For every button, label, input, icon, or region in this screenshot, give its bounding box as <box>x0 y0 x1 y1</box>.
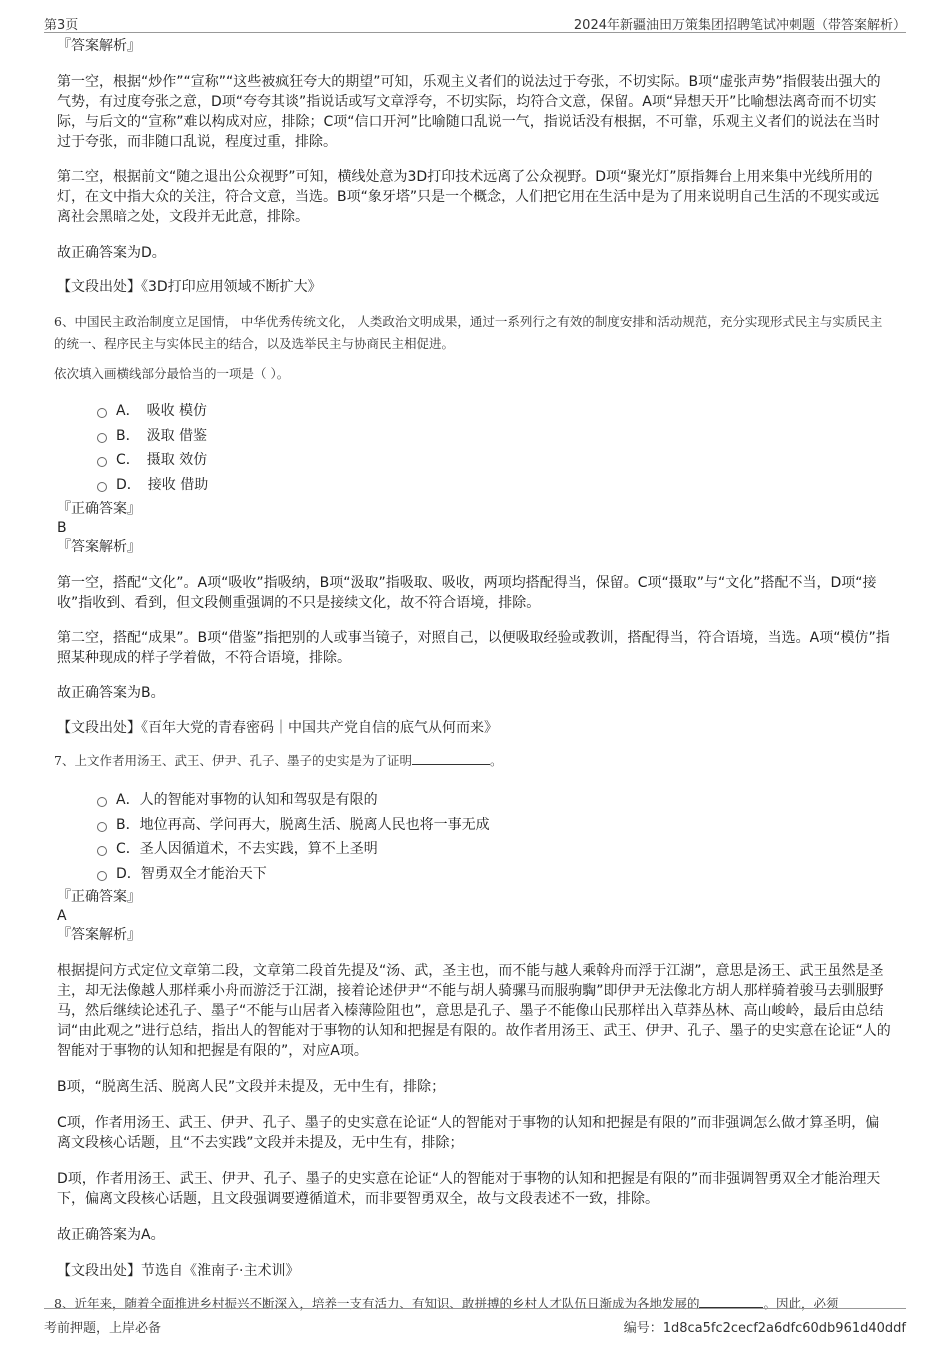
radio-icon[interactable] <box>97 408 107 418</box>
option-label: C．圣人因循道术，不去实践，算不上圣明 <box>116 841 378 857</box>
q7-analysis-para2: B项，“脱离生活、脱离人民”文段并未提及，无中生有，排除； <box>57 1079 446 1095</box>
q7-answer-label: 『正确答案』 <box>57 889 141 905</box>
q7-option-b[interactable] <box>97 813 893 838</box>
q6-option-a[interactable] <box>97 399 893 424</box>
q5-conclusion: 故正确答案为D。 <box>57 245 166 261</box>
q7-analysis-para3: C项，作者用汤王、武王、伊尹、孔子、墨子的史实意在论证“人的智能对于事物的认知和把握是有限的”而非强调怎么做才算圣明，偏离文段核心话题，且“不去实践”文段并未提及，无中生有，排除； <box>57 1115 880 1151</box>
radio-icon[interactable] <box>97 482 107 492</box>
answer-blank <box>699 1295 763 1308</box>
page-header <box>44 8 906 33</box>
q6-analysis-para2: 第二空，搭配“成果”。B项“借鉴”指把别的人或事当镜子，对照自己，以便吸取经验或教训，搭配得当，符合语境，当选。A项“模仿”指照某种现成的样子学着做，不符合语境，排除。 <box>57 630 890 666</box>
q6-analysis-label: 『答案解析』 <box>57 539 141 555</box>
document-title: 2024年新疆油田万策集团招聘笔试冲刺题（带答案解析） <box>573 18 906 33</box>
q7-stem-text: 7、上文作者用汤王、武王、伊尹、孔子、墨子的史实是为了证明 <box>54 753 412 768</box>
q7-analysis-label: 『答案解析』 <box>57 927 141 943</box>
page-number: 第3页 <box>44 18 79 33</box>
q7-source: 【文段出处】节选自《淮南子·主术训》 <box>57 1263 300 1279</box>
q6-options <box>97 399 893 497</box>
document-id: 编号：1d8ca5fc2cecf2a6dfc60db961d40ddf <box>623 1321 906 1336</box>
page-footer <box>44 1308 906 1339</box>
q6-option-c[interactable] <box>97 448 893 473</box>
page-content <box>54 36 893 1315</box>
q7-option-a[interactable] <box>97 788 893 813</box>
q6-conclusion: 故正确答案为B。 <box>57 685 165 701</box>
option-label: D． 接收 借助 <box>116 476 209 493</box>
q6-answer: B <box>57 520 67 536</box>
radio-icon[interactable] <box>97 457 107 467</box>
q6-option-d[interactable] <box>97 473 893 498</box>
option-label: A． 吸收 模仿 <box>116 403 208 419</box>
q6-instruction: 依次填入画横线部分最恰当的一项是（ ）。 <box>54 366 290 381</box>
option-label: A．人的智能对事物的认知和驾驭是有限的 <box>116 792 378 808</box>
radio-icon[interactable] <box>97 846 107 856</box>
radio-icon[interactable] <box>97 433 107 443</box>
q6-stem: 6、中国民主政治制度立足国情， 中华优秀传统文化， 人类政治文明成果，通过一系列行之有效的制度安排和活动规范，充分实现形式民主与实质民主的统一、程序民主与实体民主的结合，以及选举民主与协商民主相促进。 <box>54 314 883 351</box>
q5-analysis-para2: 第二空，根据前文“随之退出公众视野”可知，横线处意为3D打印技术远离了公众视野。D项“聚光灯”原指舞台上用来集中光线所用的灯，在文中指大众的关注，符合文意，当选。B项“象牙塔”只是一个概念，人们把它用在生活中是为了用来说明自己生活的不现实或远离社会黑暗之处，文段并无此意，排除。 <box>57 169 880 225</box>
q8-stem-end: 。因此，必须 <box>763 1296 839 1311</box>
q5-analysis-label: 『答案解析』 <box>57 38 141 54</box>
option-label: B． 汲取 借鉴 <box>116 427 208 444</box>
q6-answer-label: 『正确答案』 <box>57 501 141 517</box>
q5-analysis-para1: 第一空，根据“炒作”“宣称”“这些被疯狂夸大的期望”可知，乐观主义者们的说法过于夸张，不切实际。B项“虚张声势”指假装出强大的气势，有过度夸张之意，D项“夸夸其谈”指说话或写文章浮夸，不切实际，均符合文意，保留。A项“异想天开”比喻想法离奇而不切实际，与后文的“宣称”难以构成对应，排除；C项“信口开河”比喻随口乱说一气，指说话没有根据，不可靠，乐观主义者们的说法在当时过于夸张，而非随口乱说，程度过重，排除。 <box>57 74 881 150</box>
answer-blank <box>412 752 490 765</box>
q7-analysis-para4: D项，作者用汤王、武王、伊尹、孔子、墨子的史实意在论证“人的智能对于事物的认知和把握是有限的”而非强调智勇双全才能治理天下，偏离文段核心话题，且文段强调要遵循道术，而非要智勇双全，故与文段表述不一致，排除。 <box>57 1171 881 1207</box>
q7-options <box>97 788 893 886</box>
q6-analysis-para1: 第一空，搭配“文化”。A项“吸收”指吸纳，B项“汲取”指吸取、吸收，两项均搭配得当，保留。C项“摄取”与“文化”搭配不当，D项“接收”指收到、看到，但文段侧重强调的不只是接续文化，故不符合语境，排除。 <box>57 575 877 611</box>
q8-stem-text: 8、近年来，随着全面推进乡村振兴不断深入，培养一支有活力、有知识、敢拼搏的乡村人才队伍日渐成为各地发展的 <box>54 1296 700 1311</box>
q7-conclusion: 故正确答案为A。 <box>57 1227 165 1243</box>
q7-answer: A <box>57 908 67 924</box>
q7-stem <box>54 750 893 772</box>
radio-icon[interactable] <box>97 871 107 881</box>
option-label: D．智勇双全才能治天下 <box>116 865 267 882</box>
q6-source: 【文段出处】《百年大党的青春密码｜中国共产党自信的底气从何而来》 <box>57 720 498 736</box>
option-label: C． 摄取 效仿 <box>116 452 208 468</box>
q7-option-c[interactable] <box>97 837 893 862</box>
radio-icon[interactable] <box>97 797 107 807</box>
q6-option-b[interactable] <box>97 424 893 449</box>
q7-option-d[interactable] <box>97 862 893 887</box>
q7-analysis-para1: 根据提问方式定位文章第二段，文章第二段首先提及“汤、武，圣主也，而不能与越人乘斡舟而浮于江湖”，意思是汤王、武王虽然是圣主，却无法像越人那样乘小舟而游泛于江湖，接着论述伊尹“不能与胡人骑骡马而服驹騊”即伊尹无法像北方胡人那样骑着骏马去驯服野马，然后继续论述孔子、墨子“不能与山居者入榛薄险阻也”，意思是孔子、墨子不能像山民那样出入草莽丛林、高山峻岭，最后由总结词“由此观之”进行总结，指出人的智能对于事物的认知和把握是有限的。故作者用汤王、武王、伊尹、孔子、墨子的史实意在论证“人的智能对于事物的认知和把握是有限的”，对应A项。 <box>57 963 891 1059</box>
option-label: B．地位再高、学问再大，脱离生活、脱离人民也将一事无成 <box>116 816 490 833</box>
radio-icon[interactable] <box>97 822 107 832</box>
q5-source: 【文段出处】《3D打印应用领域不断扩大》 <box>57 279 322 295</box>
footer-slogan: 考前押题，上岸必备 <box>44 1321 162 1336</box>
q7-stem-end: 。 <box>489 753 503 768</box>
